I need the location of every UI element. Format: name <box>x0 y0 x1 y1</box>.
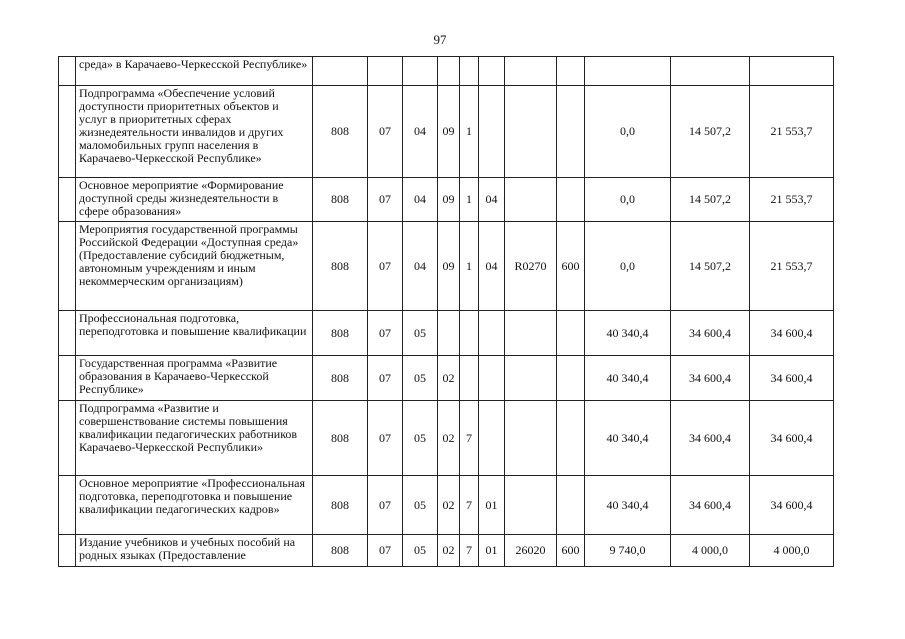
year2-amount-cell: 34 600,4 <box>671 476 750 535</box>
page-number: 97 <box>433 32 447 47</box>
item-name-cell: Подпрограмма «Обеспечение условий доступности приоритетных объектов и услуг в приоритетных сферах жизнедеятельности инвалидов и других маломобильных групп населения в Карачаево-Черкесской Республике» <box>76 86 313 178</box>
year3-amount-cell: 21 553,7 <box>750 86 834 178</box>
year2-amount-cell: 14 507,2 <box>671 178 750 222</box>
row-marker-cell <box>59 57 76 86</box>
row-marker-cell <box>59 476 76 535</box>
subsection-cell: 04 <box>403 178 438 222</box>
target-code-cell <box>505 476 557 535</box>
grbs-cell: 808 <box>313 401 368 476</box>
subprogram-cell: 7 <box>460 401 479 476</box>
subsection-cell: 05 <box>403 356 438 401</box>
subprogram-cell <box>460 57 479 86</box>
expense-type-cell <box>557 356 585 401</box>
year3-amount-cell: 34 600,4 <box>750 476 834 535</box>
subsection-cell: 04 <box>403 86 438 178</box>
table-row <box>59 86 834 178</box>
row-marker-cell <box>59 222 76 311</box>
item-name-cell: Профессиональная подготовка, переподготовка и повышение квалификации <box>76 311 313 356</box>
target-code-cell <box>505 86 557 178</box>
grbs-cell: 808 <box>313 178 368 222</box>
target-code-cell: 26020 <box>505 535 557 567</box>
grbs-cell: 808 <box>313 476 368 535</box>
subprogram-cell <box>460 356 479 401</box>
subsection-cell: 05 <box>403 476 438 535</box>
subsection-cell <box>403 57 438 86</box>
event-cell: 01 <box>479 535 505 567</box>
year3-amount-cell: 4 000,0 <box>750 535 834 567</box>
program-cell: 02 <box>438 401 460 476</box>
expense-type-cell <box>557 57 585 86</box>
target-code-cell <box>505 178 557 222</box>
section-cell: 07 <box>368 476 403 535</box>
row-marker-cell <box>59 311 76 356</box>
item-name-cell: Подпрограмма «Развитие и совершенствование системы повышения квалификации педагогических работников Карачаево-Черкесской Республики» <box>76 401 313 476</box>
section-cell: 07 <box>368 222 403 311</box>
event-cell: 01 <box>479 476 505 535</box>
table-row <box>59 178 834 222</box>
subsection-cell: 05 <box>403 311 438 356</box>
year1-amount-cell: 9 740,0 <box>585 535 671 567</box>
row-marker-cell <box>59 356 76 401</box>
grbs-cell: 808 <box>313 222 368 311</box>
table-row <box>59 535 834 567</box>
program-cell: 02 <box>438 356 460 401</box>
year1-amount-cell: 40 340,4 <box>585 476 671 535</box>
item-name-cell: Основное мероприятие «Формирование доступной среды жизнедеятельности в сфере образования» <box>76 178 313 222</box>
section-cell <box>368 57 403 86</box>
subprogram-cell: 7 <box>460 476 479 535</box>
subprogram-cell <box>460 311 479 356</box>
expense-type-cell <box>557 476 585 535</box>
section-cell: 07 <box>368 535 403 567</box>
table-row <box>59 401 834 476</box>
subsection-cell: 05 <box>403 535 438 567</box>
year1-amount-cell: 40 340,4 <box>585 356 671 401</box>
program-cell: 02 <box>438 476 460 535</box>
year2-amount-cell: 34 600,4 <box>671 311 750 356</box>
section-cell: 07 <box>368 401 403 476</box>
table-row <box>59 222 834 311</box>
section-cell: 07 <box>368 86 403 178</box>
year1-amount-cell: 0,0 <box>585 178 671 222</box>
row-marker-cell <box>59 401 76 476</box>
program-cell: 02 <box>438 535 460 567</box>
expense-type-cell <box>557 178 585 222</box>
item-name-cell: Издание учебников и учебных пособий на родных языках (Предоставление <box>76 535 313 567</box>
section-cell: 07 <box>368 178 403 222</box>
program-cell <box>438 57 460 86</box>
event-cell <box>479 86 505 178</box>
event-cell: 04 <box>479 222 505 311</box>
event-cell <box>479 311 505 356</box>
item-name-cell: Основное мероприятие «Профессиональная подготовка, переподготовка и повышение квалификации педагогических кадров» <box>76 476 313 535</box>
table-row <box>59 311 834 356</box>
event-cell <box>479 356 505 401</box>
table-row <box>59 57 834 86</box>
subsection-cell: 04 <box>403 222 438 311</box>
target-code-cell <box>505 57 557 86</box>
year1-amount-cell: 40 340,4 <box>585 401 671 476</box>
grbs-cell: 808 <box>313 311 368 356</box>
expense-type-cell <box>557 86 585 178</box>
year2-amount-cell: 4 000,0 <box>671 535 750 567</box>
year2-amount-cell: 34 600,4 <box>671 356 750 401</box>
year2-amount-cell: 14 507,2 <box>671 86 750 178</box>
year2-amount-cell: 34 600,4 <box>671 401 750 476</box>
year3-amount-cell: 21 553,7 <box>750 178 834 222</box>
grbs-cell <box>313 57 368 86</box>
table-row <box>59 476 834 535</box>
subsection-cell: 05 <box>403 401 438 476</box>
expense-type-cell <box>557 311 585 356</box>
year2-amount-cell <box>671 57 750 86</box>
grbs-cell: 808 <box>313 86 368 178</box>
table-body <box>59 57 834 567</box>
year1-amount-cell: 40 340,4 <box>585 311 671 356</box>
subprogram-cell: 1 <box>460 222 479 311</box>
program-cell: 09 <box>438 178 460 222</box>
event-cell <box>479 401 505 476</box>
budget-table <box>58 56 834 567</box>
program-cell <box>438 311 460 356</box>
event-cell: 04 <box>479 178 505 222</box>
subprogram-cell: 7 <box>460 535 479 567</box>
year1-amount-cell: 0,0 <box>585 86 671 178</box>
section-cell: 07 <box>368 311 403 356</box>
item-name-cell: Государственная программа «Развитие образования в Карачаево-Черкесской Республике» <box>76 356 313 401</box>
subprogram-cell: 1 <box>460 86 479 178</box>
grbs-cell: 808 <box>313 535 368 567</box>
grbs-cell: 808 <box>313 356 368 401</box>
item-name-cell: среда» в Карачаево-Черкесской Республике» <box>76 57 313 86</box>
expense-type-cell <box>557 401 585 476</box>
year2-amount-cell: 14 507,2 <box>671 222 750 311</box>
expense-type-cell: 600 <box>557 535 585 567</box>
year3-amount-cell: 34 600,4 <box>750 356 834 401</box>
row-marker-cell <box>59 86 76 178</box>
year1-amount-cell: 0,0 <box>585 222 671 311</box>
section-cell: 07 <box>368 356 403 401</box>
table-row <box>59 356 834 401</box>
item-name-cell: Мероприятия государственной программы Российской Федерации «Доступная среда» (Предоставление субсидий бюджетным, автономным учреждениям и иным некоммерческим организациям) <box>76 222 313 311</box>
expense-type-cell: 600 <box>557 222 585 311</box>
year3-amount-cell: 34 600,4 <box>750 401 834 476</box>
program-cell: 09 <box>438 222 460 311</box>
row-marker-cell <box>59 535 76 567</box>
program-cell: 09 <box>438 86 460 178</box>
year3-amount-cell <box>750 57 834 86</box>
subprogram-cell: 1 <box>460 178 479 222</box>
target-code-cell <box>505 311 557 356</box>
target-code-cell <box>505 356 557 401</box>
year1-amount-cell <box>585 57 671 86</box>
event-cell <box>479 57 505 86</box>
year3-amount-cell: 34 600,4 <box>750 311 834 356</box>
row-marker-cell <box>59 178 76 222</box>
target-code-cell: R0270 <box>505 222 557 311</box>
target-code-cell <box>505 401 557 476</box>
year3-amount-cell: 21 553,7 <box>750 222 834 311</box>
